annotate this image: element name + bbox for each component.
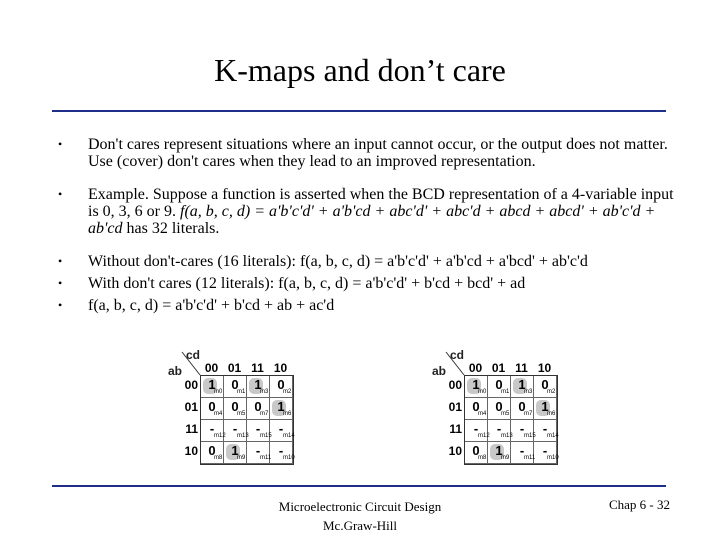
column-header: 11 (251, 361, 264, 375)
minterm-label: m5 (237, 411, 246, 417)
cell-value: 1 (472, 377, 480, 392)
minterm-label: m5 (501, 411, 510, 417)
cell-value: 1 (208, 377, 216, 392)
bullet-marker: • (58, 276, 63, 290)
row-header: 10 (448, 444, 462, 458)
minterm-label: m0 (478, 389, 487, 395)
minterm-label: m3 (524, 389, 533, 395)
cell-value: - (232, 421, 238, 436)
row-variable-label: ab (168, 364, 183, 378)
kmap-cell (511, 420, 534, 442)
cell-value: 0 (231, 377, 239, 392)
cell-value: 1 (231, 443, 239, 458)
column-header: 00 (468, 361, 483, 375)
bullet-marker: • (58, 298, 63, 312)
bullet-text: Without don't-cares (16 literals): f(a, b, c, d) = a'b'c'd' + a'b'cd + a'bcd' + ab'c'd (88, 253, 588, 270)
column-header: 11 (515, 361, 528, 375)
kmap-cell (511, 442, 534, 464)
row-header: 11 (185, 422, 198, 436)
minterm-label: m2 (547, 389, 556, 395)
row-header: 01 (184, 400, 198, 414)
minterm-label: m3 (260, 389, 269, 395)
cell-value: - (473, 421, 479, 436)
kmap-cell (511, 376, 534, 398)
cell-value: 1 (495, 443, 503, 458)
kmap-cell (534, 442, 557, 464)
kmap-cell (247, 442, 270, 464)
column-header: 00 (204, 361, 219, 375)
footer-publisher: Mc.Graw-Hill (322, 518, 397, 533)
kmap-right (432, 348, 562, 473)
example-function: f(a, b, c, d) = a'b'c'd' + a'b'cd + abc'd' + abc'd + abcd + abcd' + ab'c'd + ab'cd (88, 203, 656, 237)
cell-value: 0 (254, 399, 262, 414)
cell-value: 0 (472, 399, 480, 414)
minterm-label: m13 (501, 433, 513, 439)
cell-value: - (542, 443, 548, 458)
kmap-cell (465, 398, 488, 420)
kmap-cell (465, 442, 488, 464)
row-header: 11 (449, 422, 462, 436)
kmap-cell (465, 420, 488, 442)
kmap-grid (464, 375, 558, 465)
minterm-label: m10 (283, 455, 295, 461)
bullet-item (58, 275, 678, 297)
minterm-label: m14 (283, 433, 295, 439)
minterm-label: m1 (237, 389, 246, 395)
kmap-cell (201, 420, 224, 442)
footer-course-title: Microelectronic Circuit Design (278, 499, 442, 514)
cell-value: 0 (231, 399, 239, 414)
kmap-cell (270, 398, 293, 420)
cell-value: 0 (541, 377, 549, 392)
cell-value: - (255, 443, 261, 458)
column-header: 10 (537, 361, 552, 375)
kmap-cell (534, 420, 557, 442)
bullet-item (58, 186, 678, 253)
bullet-list (58, 136, 678, 314)
minterm-label: m9 (501, 455, 510, 461)
cell-value: 1 (254, 377, 262, 392)
kmap-cell (247, 376, 270, 398)
minterm-label: m10 (547, 455, 559, 461)
bullet-item (58, 253, 678, 275)
cell-value: 1 (277, 399, 285, 414)
kmap-cell (270, 442, 293, 464)
minterm-label: m15 (260, 433, 272, 439)
minterm-label: m12 (214, 433, 226, 439)
cell-value: - (519, 443, 525, 458)
cell-value: - (496, 421, 502, 436)
column-variable-label: cd (186, 348, 201, 362)
bullet-text: f(a, b, c, d) = a'b'c'd' + b'cd + ab + ac'd (88, 297, 335, 314)
minterm-label: m8 (478, 455, 487, 461)
cell-value: 1 (541, 399, 549, 414)
cell-value: - (209, 421, 215, 436)
minterm-label: m7 (524, 411, 533, 417)
minterm-label: m8 (214, 455, 223, 461)
minterm-label: m11 (524, 455, 536, 461)
minterm-label: m6 (547, 411, 556, 417)
cell-value: 0 (208, 399, 216, 414)
kmap-cell (534, 398, 557, 420)
minterm-label: m6 (283, 411, 292, 417)
kmap-cell (488, 420, 511, 442)
kmap-cell (488, 442, 511, 464)
kmap-cell (201, 398, 224, 420)
minterm-label: m0 (214, 389, 223, 395)
bullet-item (58, 297, 678, 314)
title-divider (52, 110, 666, 112)
minterm-label: m9 (237, 455, 246, 461)
kmap-cell (247, 398, 270, 420)
kmap-left (168, 348, 298, 473)
bullet-marker: • (58, 254, 63, 268)
bullet-marker: • (58, 137, 63, 151)
kmap-cell (534, 376, 557, 398)
kmap-cell (247, 420, 270, 442)
minterm-label: m1 (501, 389, 510, 395)
column-header: 10 (273, 361, 288, 375)
kmap-cell (270, 376, 293, 398)
kmap-cell (270, 420, 293, 442)
row-header: 00 (448, 378, 462, 392)
corner-diagonal (432, 348, 466, 378)
bullet-item (58, 136, 678, 186)
corner-diagonal (168, 348, 202, 378)
kmap-cell (488, 376, 511, 398)
column-variable-label: cd (450, 348, 465, 362)
column-header: 01 (491, 361, 506, 375)
minterm-label: m15 (524, 433, 536, 439)
kmap-cell (465, 376, 488, 398)
row-header: 01 (448, 400, 462, 414)
bullet-marker: • (58, 187, 63, 201)
minterm-label: m7 (260, 411, 269, 417)
cell-value: 0 (208, 443, 216, 458)
minterm-label: m13 (237, 433, 249, 439)
bullet-text: Don't cares represent situations where an input cannot occur, or the output does not matter. Use (cover) don't cares when they lead to an improved representation. (88, 136, 668, 170)
cell-value: - (519, 421, 525, 436)
minterm-label: m12 (478, 433, 490, 439)
kmap-cell (224, 398, 247, 420)
page-number: Chap 6 - 32 (608, 497, 670, 512)
kmap-cell (488, 398, 511, 420)
cell-value: - (278, 421, 284, 436)
minterm-label: m4 (214, 411, 223, 417)
kmap-cell (224, 420, 247, 442)
cell-value: 0 (495, 399, 503, 414)
cell-value: 0 (472, 443, 480, 458)
kmap-cell (201, 442, 224, 464)
column-header: 01 (227, 361, 242, 375)
kmap-cell (224, 376, 247, 398)
cell-value: 0 (518, 399, 526, 414)
minterm-label: m14 (547, 433, 559, 439)
row-header: 10 (184, 444, 198, 458)
minterm-label: m11 (260, 455, 272, 461)
minterm-label: m2 (283, 389, 292, 395)
cell-value: 1 (518, 377, 526, 392)
minterm-label: m4 (478, 411, 487, 417)
cell-value: - (278, 443, 284, 458)
footer-divider (52, 485, 666, 487)
kmap-grid (200, 375, 294, 465)
row-variable-label: ab (432, 364, 447, 378)
kmap-cell (511, 398, 534, 420)
cell-value: - (255, 421, 261, 436)
kmap-cell (201, 376, 224, 398)
cell-value: 0 (277, 377, 285, 392)
row-header: 00 (184, 378, 198, 392)
bullet-text: Example. Suppose a function is asserted when the BCD representation of a 4-variable input is 0, 3, 6 or 9. f(a, b, c, d) = a'b'c'd' + a'b'cd + abc'd' + abc'd + abcd + abcd' + ab'c'd + ab'cd has 32 literals. (88, 186, 674, 237)
kmap-cell (224, 442, 247, 464)
footer-course (230, 497, 490, 535)
bullet-text: With don't cares (12 literals): f(a, b, c, d) = a'b'c'd' + b'cd + bcd' + ad (88, 275, 526, 292)
cell-value: 0 (495, 377, 503, 392)
slide-title: K-maps and don’t care (214, 52, 506, 88)
cell-value: - (542, 421, 548, 436)
